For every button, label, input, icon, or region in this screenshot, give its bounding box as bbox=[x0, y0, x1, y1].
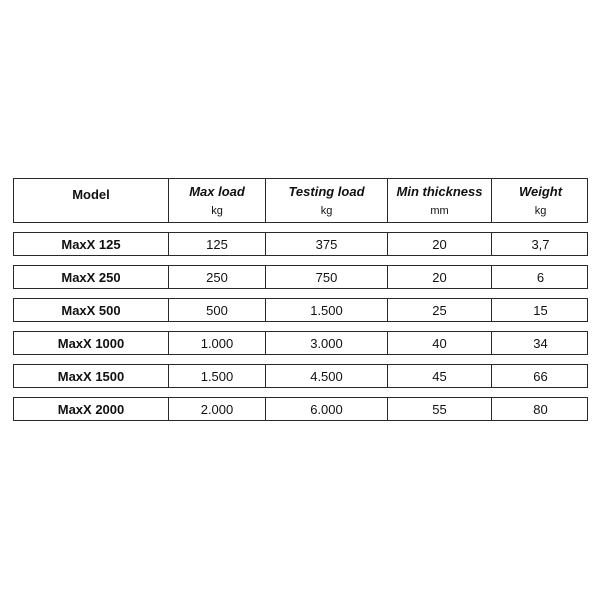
header-max-load-title: Max load bbox=[189, 183, 245, 199]
header-cell-testing-load bbox=[265, 179, 387, 222]
table-row bbox=[13, 397, 588, 421]
cell-min-thickness: 20 bbox=[387, 266, 491, 288]
header-cell-model bbox=[14, 179, 168, 222]
header-testing-load-title: Testing load bbox=[288, 183, 365, 199]
cell-testing-load: 3.000 bbox=[265, 332, 387, 354]
header-cell-max-load bbox=[168, 179, 265, 222]
header-weight-title: Weight bbox=[518, 183, 563, 199]
cell-testing-load: 750 bbox=[265, 266, 387, 288]
cell-max-load: 1.000 bbox=[168, 332, 265, 354]
cell-weight: 15 bbox=[491, 299, 589, 321]
header-cell-min-thickness bbox=[387, 179, 491, 222]
cell-weight: 80 bbox=[491, 398, 589, 420]
cell-model: MaxX 250 bbox=[61, 269, 121, 285]
cell-min-thickness: 25 bbox=[387, 299, 491, 321]
cell-max-load: 125 bbox=[168, 233, 265, 255]
table-row bbox=[13, 232, 588, 256]
cell-model: MaxX 2000 bbox=[57, 401, 125, 417]
cell-model: MaxX 1000 bbox=[57, 335, 125, 351]
cell-max-load: 500 bbox=[168, 299, 265, 321]
header-max-load-unit: kg bbox=[211, 204, 223, 217]
cell-min-thickness: 55 bbox=[387, 398, 491, 420]
cell-testing-load: 375 bbox=[265, 233, 387, 255]
cell-max-load: 2.000 bbox=[168, 398, 265, 420]
cell-min-thickness: 40 bbox=[387, 332, 491, 354]
cell-max-load: 250 bbox=[168, 266, 265, 288]
cell-weight: 3,7 bbox=[491, 233, 589, 255]
header-min-thickness-unit: mm bbox=[430, 204, 449, 217]
cell-weight: 6 bbox=[491, 266, 589, 288]
header-testing-load-unit: kg bbox=[320, 204, 333, 217]
table-row bbox=[13, 364, 588, 388]
cell-testing-load: 6.000 bbox=[265, 398, 387, 420]
cell-min-thickness: 20 bbox=[387, 233, 491, 255]
cell-model: MaxX 500 bbox=[61, 302, 121, 318]
table-row bbox=[13, 331, 588, 355]
header-model-title: Model bbox=[72, 187, 110, 202]
cell-weight: 66 bbox=[491, 365, 589, 387]
table-row bbox=[13, 265, 588, 289]
table-row bbox=[13, 298, 588, 322]
cell-min-thickness: 45 bbox=[387, 365, 491, 387]
cell-max-load: 1.500 bbox=[168, 365, 265, 387]
header-min-thickness-title: Min thickness bbox=[396, 183, 483, 199]
cell-model: MaxX 125 bbox=[61, 236, 121, 252]
cell-testing-load: 1.500 bbox=[265, 299, 387, 321]
cell-model: MaxX 1500 bbox=[57, 368, 125, 384]
cell-weight: 34 bbox=[491, 332, 589, 354]
header-weight-unit: kg bbox=[534, 204, 547, 217]
cell-testing-load: 4.500 bbox=[265, 365, 387, 387]
header-cell-weight bbox=[491, 179, 589, 222]
table-header-row bbox=[13, 178, 588, 223]
specifications-table bbox=[13, 178, 588, 421]
